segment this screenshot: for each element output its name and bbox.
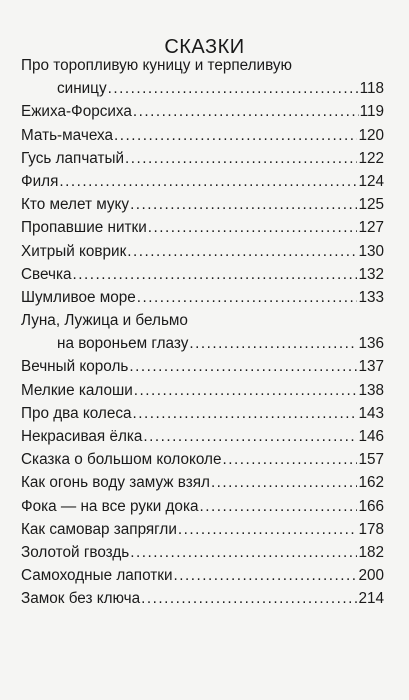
entry-title: Вечный король bbox=[21, 358, 129, 376]
toc-entry bbox=[21, 587, 384, 610]
toc-line bbox=[21, 170, 384, 193]
page-number: 132 bbox=[358, 265, 384, 283]
page-number: 178 bbox=[358, 520, 384, 538]
toc-line bbox=[21, 54, 384, 77]
toc-line bbox=[21, 471, 384, 494]
entry-title: Филя bbox=[21, 172, 59, 190]
page-number: 143 bbox=[358, 404, 384, 422]
toc-entry bbox=[21, 193, 384, 216]
page-number: 119 bbox=[359, 103, 384, 121]
toc-line bbox=[21, 286, 384, 309]
entry-title: Золотой гвоздь bbox=[21, 543, 130, 561]
toc-line bbox=[21, 77, 384, 100]
toc-entry bbox=[21, 147, 384, 170]
toc-line bbox=[21, 124, 384, 147]
section-title: СКАЗКИ bbox=[164, 36, 245, 58]
dot-leader bbox=[148, 216, 358, 239]
toc-entry bbox=[21, 564, 384, 587]
dot-leader bbox=[130, 193, 357, 216]
toc-line bbox=[21, 332, 384, 355]
toc-entry bbox=[21, 471, 384, 494]
dot-leader bbox=[114, 124, 358, 147]
dot-leader bbox=[130, 541, 357, 564]
toc-line bbox=[21, 402, 384, 425]
toc-entry bbox=[21, 541, 384, 564]
page-number: 146 bbox=[358, 428, 384, 445]
entry-title: Как огонь воду замуж взял bbox=[21, 474, 210, 492]
toc-entry bbox=[21, 286, 384, 309]
entry-title: Замок без ключа bbox=[21, 590, 141, 608]
toc-line bbox=[21, 216, 384, 239]
page-number: 125 bbox=[358, 196, 384, 214]
dot-leader bbox=[59, 170, 357, 193]
page-number: 124 bbox=[358, 172, 384, 190]
page-number: 133 bbox=[358, 288, 384, 306]
page-number: 130 bbox=[358, 242, 384, 260]
table-of-contents bbox=[21, 54, 384, 611]
toc-line bbox=[21, 518, 384, 541]
toc-entry bbox=[21, 216, 384, 239]
entry-title: Про два колеса bbox=[21, 404, 132, 422]
page-number: 122 bbox=[358, 149, 384, 167]
entry-title: Свечка bbox=[21, 265, 72, 283]
toc-entry bbox=[21, 402, 384, 425]
entry-title: Фока — на все руки дока bbox=[21, 497, 199, 515]
entry-title: Сказка о большом колоколе bbox=[21, 451, 222, 469]
entry-title: Самоходные лапотки bbox=[21, 567, 173, 585]
page-number: 162 bbox=[358, 474, 384, 492]
page-number: 138 bbox=[358, 381, 384, 399]
entry-title: Кто мелет муку bbox=[21, 196, 130, 214]
dot-leader bbox=[73, 263, 358, 286]
toc-entry bbox=[21, 263, 384, 286]
dot-leader bbox=[189, 332, 357, 355]
toc-line bbox=[21, 355, 384, 378]
page-number: 120 bbox=[358, 126, 384, 144]
toc-entry bbox=[21, 495, 384, 518]
page-number: 182 bbox=[358, 543, 384, 561]
toc-line bbox=[21, 425, 384, 448]
toc-line bbox=[21, 495, 384, 518]
entry-title: Мать-мачеха bbox=[21, 126, 113, 144]
page-number: 157 bbox=[358, 451, 384, 469]
dot-leader bbox=[129, 355, 357, 378]
entry-title: Как самовар запрягли bbox=[21, 520, 177, 538]
toc-entry bbox=[21, 124, 384, 147]
toc-entry bbox=[21, 518, 384, 541]
toc-line bbox=[21, 448, 384, 471]
dot-leader bbox=[133, 100, 359, 123]
toc-line bbox=[21, 240, 384, 263]
toc-entry bbox=[21, 448, 384, 471]
entry-title: на вороньем глазу bbox=[57, 335, 189, 353]
toc-line bbox=[21, 100, 384, 123]
page-number: 166 bbox=[358, 497, 384, 515]
toc-line bbox=[21, 541, 384, 564]
toc-line bbox=[21, 263, 384, 286]
entry-title: Про торопливую куницу и терпеливую bbox=[21, 57, 293, 74]
dot-leader bbox=[141, 587, 357, 610]
dot-leader bbox=[173, 564, 357, 587]
dot-leader bbox=[125, 147, 357, 170]
dot-leader bbox=[108, 77, 359, 100]
toc-entry bbox=[21, 355, 384, 378]
page-number: 127 bbox=[358, 219, 384, 237]
toc-line bbox=[21, 193, 384, 216]
entry-title: Мелкие калоши bbox=[21, 381, 133, 399]
dot-leader bbox=[199, 495, 357, 518]
toc-entry bbox=[21, 309, 384, 355]
toc-entry bbox=[21, 240, 384, 263]
entry-title: синицу bbox=[57, 80, 107, 98]
toc-entry bbox=[21, 379, 384, 402]
entry-title: Гусь лапчатый bbox=[21, 149, 125, 167]
toc-line bbox=[21, 147, 384, 170]
toc-line bbox=[21, 379, 384, 402]
entry-title: Хитрый коврик bbox=[21, 242, 127, 260]
toc-line bbox=[21, 309, 384, 332]
page-number: 118 bbox=[359, 80, 384, 98]
dot-leader bbox=[127, 240, 357, 263]
page-number: 137 bbox=[358, 358, 384, 376]
toc-entry bbox=[21, 170, 384, 193]
entry-title: Некрасивая ёлка bbox=[21, 428, 143, 445]
toc-entry bbox=[21, 100, 384, 123]
dot-leader bbox=[134, 379, 358, 402]
page-number: 136 bbox=[358, 335, 384, 353]
dot-leader bbox=[211, 471, 358, 494]
dot-leader bbox=[143, 425, 357, 448]
entry-title: Луна, Лужица и бельмо bbox=[21, 312, 188, 330]
page-number: 214 bbox=[358, 590, 384, 608]
entry-title: Пропавшие нитки bbox=[21, 219, 147, 237]
entry-title: Шумливое море bbox=[21, 288, 136, 306]
toc-line bbox=[21, 587, 384, 610]
dot-leader bbox=[137, 286, 358, 309]
page-number: 200 bbox=[358, 567, 384, 585]
dot-leader bbox=[222, 448, 357, 471]
dot-leader bbox=[178, 518, 358, 541]
toc-entry bbox=[21, 54, 384, 100]
toc-line bbox=[21, 564, 384, 587]
dot-leader bbox=[133, 402, 358, 425]
entry-title: Ежиха-Форсиха bbox=[21, 103, 132, 121]
toc-entry bbox=[21, 425, 384, 448]
